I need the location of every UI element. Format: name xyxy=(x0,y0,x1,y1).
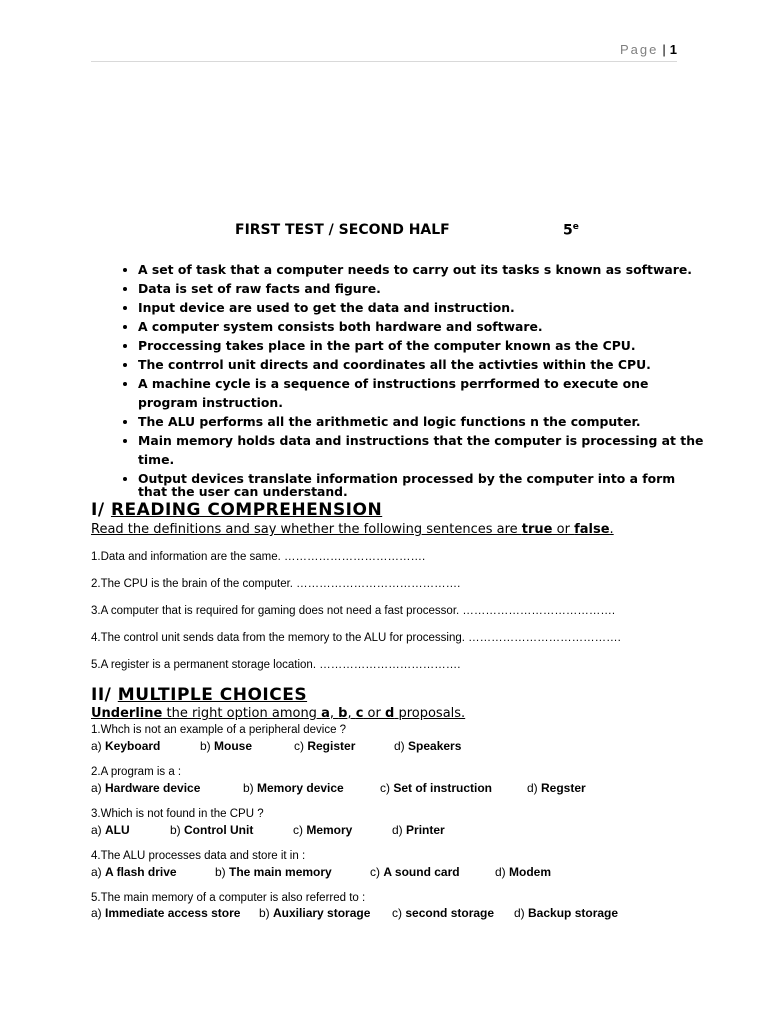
underline-keyword: Underline xyxy=(91,706,163,721)
mcq-option[interactable] xyxy=(514,906,618,920)
true-false-question: 3.A computer that is required for gaming does not need a fast processor. …………………………………. xyxy=(91,605,616,617)
instruction-text: or xyxy=(552,522,575,537)
option-letter: c) xyxy=(370,865,380,879)
option-text: Auxiliary storage xyxy=(273,906,371,920)
option-text: second storage xyxy=(405,906,495,920)
option-letter: a) xyxy=(91,781,102,795)
fact-item: • Main memory holds data and instructions that the computer is processing at the time. xyxy=(138,431,708,469)
mcq-question: 5.The main memory of a computer is also referred to : xyxy=(91,892,366,904)
option-text: The main memory xyxy=(229,865,332,879)
grade-level xyxy=(563,222,579,239)
option-letter: b) xyxy=(259,906,270,920)
option-letter: d) xyxy=(394,739,405,753)
mcq-option[interactable] xyxy=(170,823,253,837)
mcq-option[interactable] xyxy=(91,865,177,879)
option-letter: b) xyxy=(200,739,211,753)
option-text: Keyboard xyxy=(105,739,161,753)
option-text: Printer xyxy=(406,823,445,837)
fact-item: • The ALU performs all the arithmetic and logic functions n the computer. xyxy=(138,412,708,431)
option-text: Memory device xyxy=(257,781,344,795)
instruction-text: proposals. xyxy=(394,706,466,721)
option-text: Regster xyxy=(541,781,586,795)
true-false-question: 4.The control unit sends data from the memory to the ALU for processing. …………………………………. xyxy=(91,632,621,644)
option-text: Mouse xyxy=(214,739,253,753)
option-letter: c) xyxy=(293,823,303,837)
option-text: Control Unit xyxy=(184,823,254,837)
option-letter: b) xyxy=(243,781,254,795)
option-letter: a) xyxy=(91,906,102,920)
fact-item: • A computer system consists both hardware and software. xyxy=(138,317,708,336)
option-letter-c: c xyxy=(355,706,364,721)
mcq-option[interactable] xyxy=(243,781,344,795)
mcq-option[interactable] xyxy=(394,739,461,753)
option-text: Hardware device xyxy=(105,781,201,795)
mcq-option[interactable] xyxy=(91,781,200,795)
grade-number: 5 xyxy=(563,222,573,239)
fact-item: • Input device are used to get the data and instruction. xyxy=(138,298,708,317)
mcq-option[interactable] xyxy=(392,906,494,920)
fact-item: • Proccessing takes place in the part of the computer known as the CPU. xyxy=(138,336,708,355)
fact-item: • A set of task that a computer needs to carry out its tasks s known as software. xyxy=(138,260,708,279)
page-word: Page xyxy=(620,42,659,57)
mcq-option[interactable] xyxy=(392,823,445,837)
instruction-text: , xyxy=(347,706,356,721)
multiple-instruction xyxy=(91,706,465,721)
instruction-text: , xyxy=(329,706,339,721)
section-numeral: I/ xyxy=(91,500,105,520)
option-text: Memory xyxy=(306,823,353,837)
option-letter: b) xyxy=(170,823,181,837)
true-false-question: 1.Data and information are the same. ………………………………. xyxy=(91,551,426,563)
false-keyword: false xyxy=(574,522,610,537)
option-letter: d) xyxy=(495,865,506,879)
option-text: Immediate access store xyxy=(105,906,241,920)
true-false-question: 2.The CPU is the brain of the computer. ……………………………………. xyxy=(91,578,461,590)
section-title: MULTIPLE CHOICES xyxy=(117,685,308,705)
option-letter-a: a xyxy=(321,706,330,721)
mcq-option[interactable] xyxy=(215,865,332,879)
option-letter: c) xyxy=(294,739,304,753)
reading-instruction xyxy=(91,522,614,537)
mcq-option[interactable] xyxy=(200,739,252,753)
header-rule xyxy=(91,61,677,62)
option-text: Set of instruction xyxy=(393,781,493,795)
document-title: FIRST TEST / SECOND HALF xyxy=(235,222,450,238)
option-text: ALU xyxy=(105,823,130,837)
instruction-text: Read the definitions and say whether the following sentences are xyxy=(91,522,522,537)
mcq-options xyxy=(91,906,728,921)
mcq-question: 3.Which is not found in the CPU ? xyxy=(91,808,264,820)
section-title: READING COMPREHENSION xyxy=(110,500,383,520)
section-numeral: II/ xyxy=(91,685,112,705)
option-letter: a) xyxy=(91,739,102,753)
mcq-options xyxy=(91,865,728,880)
true-false-question: 5.A register is a permanent storage location. ………………………………. xyxy=(91,659,461,671)
mcq-options xyxy=(91,781,728,796)
option-letter-b: b xyxy=(338,706,348,721)
page-separator: | xyxy=(662,42,668,57)
option-letter: c) xyxy=(392,906,402,920)
option-text: A flash drive xyxy=(105,865,177,879)
mcq-option[interactable] xyxy=(293,823,352,837)
facts-list xyxy=(110,260,708,498)
mcq-options xyxy=(91,823,728,838)
option-letter: d) xyxy=(392,823,403,837)
fact-item: • A machine cycle is a sequence of instructions perrformed to execute one program instruction. xyxy=(138,374,708,412)
mcq-option[interactable] xyxy=(259,906,370,920)
mcq-option[interactable] xyxy=(527,781,586,795)
option-letter: c) xyxy=(380,781,390,795)
mcq-option[interactable] xyxy=(380,781,492,795)
mcq-question: 4.The ALU processes data and store it in : xyxy=(91,850,306,862)
option-text: Register xyxy=(307,739,356,753)
instruction-text: or xyxy=(363,706,385,721)
option-letter: a) xyxy=(91,865,102,879)
instruction-text: the right option among xyxy=(162,706,322,721)
mcq-option[interactable] xyxy=(91,739,160,753)
fact-item: • Output devices translate information processed by the computer into a form that the user can understand. xyxy=(138,472,708,498)
true-keyword: true xyxy=(521,522,553,537)
mcq-option[interactable] xyxy=(495,865,551,879)
grade-superscript: e xyxy=(572,222,579,232)
option-letter: b) xyxy=(215,865,226,879)
page-number: 1 xyxy=(669,42,677,57)
section-multiple-heading xyxy=(91,685,307,705)
mcq-option[interactable] xyxy=(370,865,460,879)
option-letter: a) xyxy=(91,823,102,837)
page-number-label xyxy=(620,42,677,57)
mcq-question: 2.A program is a : xyxy=(91,766,182,778)
mcq-options xyxy=(91,739,728,754)
section-reading-heading xyxy=(91,500,382,520)
mcq-question: 1.Whch is not an example of a peripheral device ? xyxy=(91,724,347,736)
option-text: A sound card xyxy=(383,865,460,879)
option-letter-d: d xyxy=(385,706,395,721)
fact-item: • The contrrol unit directs and coordinates all the activties within the CPU. xyxy=(138,355,708,374)
mcq-option[interactable] xyxy=(91,906,240,920)
mcq-option[interactable] xyxy=(91,823,130,837)
fact-item: • Data is set of raw facts and figure. xyxy=(138,279,708,298)
option-letter: d) xyxy=(514,906,525,920)
option-text: Speakers xyxy=(408,739,462,753)
instruction-text: . xyxy=(609,522,614,537)
option-letter: d) xyxy=(527,781,538,795)
option-text: Backup storage xyxy=(528,906,619,920)
option-text: Modem xyxy=(509,865,552,879)
mcq-option[interactable] xyxy=(294,739,355,753)
